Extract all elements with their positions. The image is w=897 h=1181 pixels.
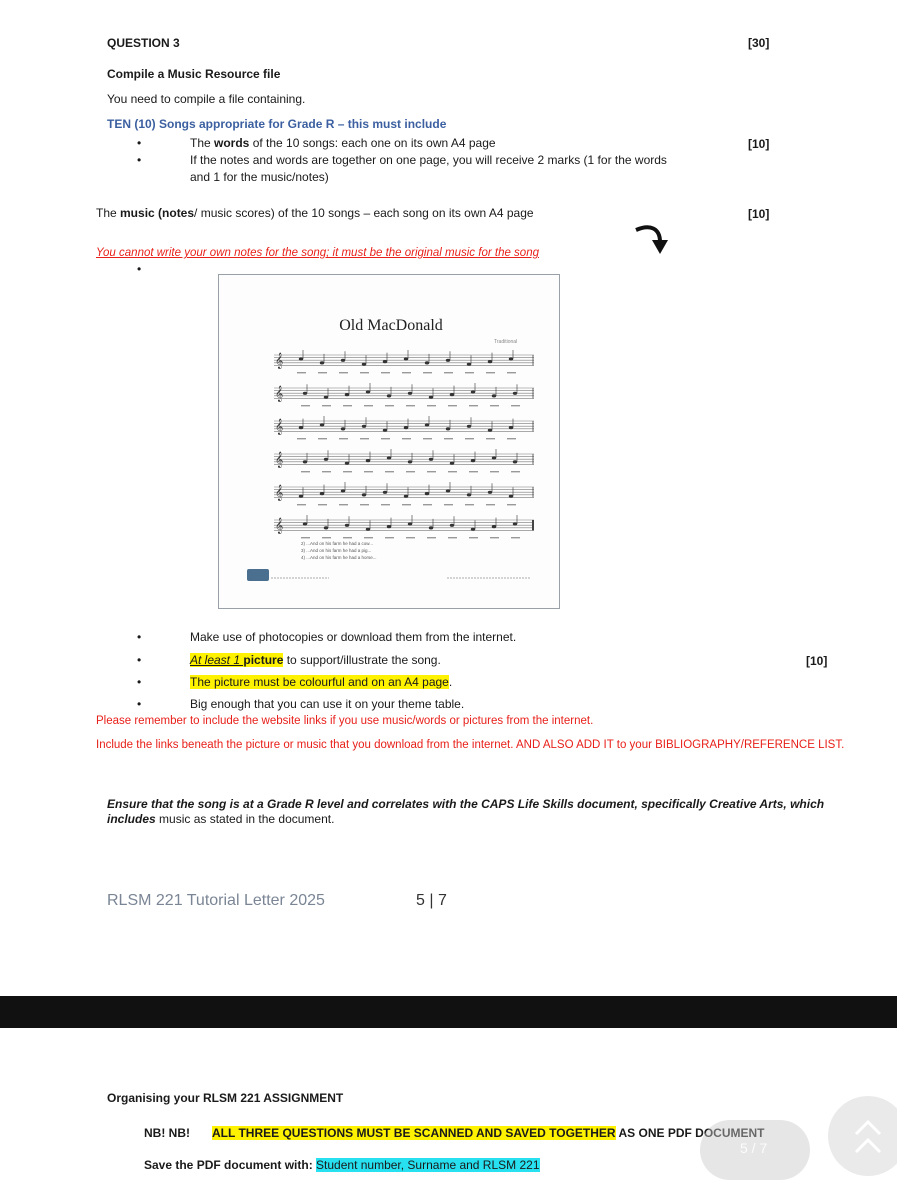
music-note — [471, 459, 475, 462]
music-note — [467, 493, 471, 496]
music-note — [446, 359, 450, 362]
music-note — [446, 427, 450, 430]
music-note — [324, 526, 328, 529]
music-note — [471, 390, 475, 393]
sheet-music-image — [218, 274, 560, 609]
lyric-syllable — [360, 504, 369, 505]
lyric-syllable — [360, 438, 369, 439]
lyric-syllable — [402, 372, 411, 373]
save-line — [144, 1158, 540, 1172]
music-note — [492, 394, 496, 397]
music-note — [362, 493, 366, 496]
original-music-note: You cannot write your own notes for the song; it must be the original music for the song — [96, 247, 539, 259]
music-note — [387, 394, 391, 397]
lyric-syllable — [406, 471, 415, 472]
music-note — [492, 525, 496, 528]
music-note — [408, 392, 412, 395]
lyric-syllable — [469, 537, 478, 538]
music-note — [387, 525, 391, 528]
music-note — [429, 396, 433, 399]
bullet: • — [137, 653, 142, 667]
music-note — [383, 429, 387, 432]
music-note — [404, 495, 408, 498]
lyric-syllable — [423, 504, 432, 505]
music-note — [509, 495, 513, 498]
music-note — [383, 491, 387, 494]
music-marks: [10] — [748, 207, 770, 221]
sheet-music-drawing — [219, 275, 559, 608]
lyric-syllable — [364, 471, 373, 472]
site-logo — [247, 569, 269, 581]
words-item-post: of the 10 songs: each one on its own A4 page — [249, 136, 496, 150]
treble-clef-icon: 𝄞 — [275, 485, 284, 501]
music-note — [488, 491, 492, 494]
music-note — [299, 426, 303, 429]
lyric-syllable — [339, 438, 348, 439]
colourful-highlight: The picture must be colourful and on an A4 page — [190, 675, 449, 689]
picture-post: to support/illustrate the song. — [283, 653, 441, 667]
music-note — [425, 361, 429, 364]
words-item — [190, 136, 496, 150]
lyric-syllable — [385, 537, 394, 538]
colourful-post: . — [448, 675, 453, 689]
music-note — [404, 426, 408, 429]
music-note — [513, 460, 517, 463]
nb-post: AS ONE PDF DOCUMENT — [615, 1126, 765, 1140]
lyric-syllable — [381, 504, 390, 505]
music-note — [513, 522, 517, 525]
lyric-syllable — [507, 372, 516, 373]
lyric-syllable — [469, 471, 478, 472]
music-note — [341, 359, 345, 362]
ensure-normal: music as stated in the document. — [155, 812, 335, 826]
at-least-link[interactable]: At least 1 — [190, 653, 244, 667]
scroll-up-button[interactable] — [828, 1096, 897, 1176]
picture-item — [190, 653, 441, 667]
lyric-syllable — [486, 438, 495, 439]
notes-words-line1: If the notes and words are together on one page, you will receive 2 marks (1 for the words — [190, 153, 667, 167]
lyric-syllable — [406, 405, 415, 406]
music-line-pre: The — [96, 206, 121, 220]
page-indicator-text: 5 / 7 — [740, 1140, 768, 1156]
music-note — [366, 459, 370, 462]
lyric-syllable — [381, 438, 390, 439]
lyric-syllable — [486, 372, 495, 373]
verse-line: 2) ...And on his farm he had a cow... — [301, 541, 374, 546]
lyric-syllable — [322, 405, 331, 406]
music-note — [492, 456, 496, 459]
photocopies-item: Make use of photocopies or download them from the internet. — [190, 630, 517, 644]
music-note — [324, 396, 328, 399]
music-note — [320, 423, 324, 426]
music-note — [404, 357, 408, 360]
lyric-syllable — [507, 438, 516, 439]
words-item-bold: words — [214, 136, 250, 150]
lyric-syllable — [301, 405, 310, 406]
music-note — [429, 526, 433, 529]
lyric-syllable — [423, 372, 432, 373]
music-note — [425, 492, 429, 495]
lyric-syllable — [297, 438, 306, 439]
music-note — [425, 423, 429, 426]
chevron-up-icon — [828, 1096, 897, 1176]
lyric-syllable — [360, 372, 369, 373]
bullet: • — [137, 675, 142, 689]
curved-arrow-icon — [632, 222, 672, 258]
bullet: • — [137, 262, 142, 276]
music-note — [345, 524, 349, 527]
music-note — [513, 392, 517, 395]
music-note — [299, 357, 303, 360]
lyric-syllable — [297, 504, 306, 505]
music-line-post: / music scores) of the 10 songs – each song on its own A4 page — [194, 206, 534, 220]
bullet: • — [137, 153, 142, 167]
music-note — [362, 425, 366, 428]
music-note — [383, 360, 387, 363]
music-note — [488, 360, 492, 363]
music-note — [387, 456, 391, 459]
treble-clef-icon: 𝄞 — [275, 452, 284, 468]
nb-line — [144, 1126, 765, 1140]
music-line — [96, 206, 534, 220]
lyric-syllable — [511, 471, 520, 472]
music-note — [450, 524, 454, 527]
lyric-syllable — [364, 405, 373, 406]
lyric-syllable — [465, 438, 474, 439]
music-note — [303, 460, 307, 463]
sheet-music-title: Old MacDonald — [339, 317, 443, 334]
music-note — [303, 522, 307, 525]
remember-links-note: Please remember to include the website links if you use music/words or pictures from the internet. — [96, 715, 594, 727]
lyric-syllable — [297, 372, 306, 373]
lyric-syllable — [444, 438, 453, 439]
lyric-syllable — [448, 405, 457, 406]
music-note — [324, 458, 328, 461]
nb-label: NB! NB! — [144, 1126, 190, 1140]
music-note — [345, 462, 349, 465]
ensure-bold-italic: Ensure that the song is at a Grade R level and correlates with the CAPS Life Skills document, specifically Creative Arts, which includes — [107, 797, 825, 826]
save-highlight: Student number, Surname and RLSM 221 — [316, 1158, 540, 1172]
lyric-syllable — [381, 372, 390, 373]
music-note — [299, 495, 303, 498]
lyric-syllable — [448, 471, 457, 472]
music-note — [471, 528, 475, 531]
lyric-syllable — [469, 405, 478, 406]
lyric-syllable — [402, 438, 411, 439]
music-note — [446, 489, 450, 492]
sheet-music-credit: Traditional — [494, 339, 518, 345]
music-note — [366, 390, 370, 393]
lyric-syllable — [322, 537, 331, 538]
lyric-syllable — [427, 537, 436, 538]
lyric-syllable — [343, 405, 352, 406]
lyric-syllable — [301, 537, 310, 538]
lyric-syllable — [465, 372, 474, 373]
music-note — [450, 462, 454, 465]
lyric-syllable — [448, 537, 457, 538]
intro-line: You need to compile a file containing. — [107, 92, 306, 106]
lyric-syllable — [406, 537, 415, 538]
picture-bold: picture — [243, 653, 284, 667]
lyric-syllable — [318, 372, 327, 373]
music-note — [303, 392, 307, 395]
bullet: • — [137, 630, 142, 644]
bullet: • — [137, 136, 142, 150]
footer-title: RLSM 221 Tutorial Letter 2025 — [107, 892, 325, 909]
music-note — [429, 458, 433, 461]
music-note — [467, 363, 471, 366]
colourful-item — [190, 675, 452, 689]
lyric-syllable — [486, 504, 495, 505]
notes-words-line2: and 1 for the music/notes) — [190, 170, 329, 184]
treble-clef-icon: 𝄞 — [275, 419, 284, 435]
music-note — [509, 426, 513, 429]
words-marks: [10] — [748, 137, 770, 151]
music-note — [341, 427, 345, 430]
lyric-syllable — [444, 504, 453, 505]
music-note — [450, 393, 454, 396]
lyric-syllable — [444, 372, 453, 373]
lyric-syllable — [339, 504, 348, 505]
music-note — [408, 460, 412, 463]
question-heading: QUESTION 3 — [107, 36, 180, 50]
lyric-syllable — [364, 537, 373, 538]
music-note — [362, 363, 366, 366]
lyric-syllable — [385, 471, 394, 472]
songs-heading: TEN (10) Songs appropriate for Grade R – this must include — [107, 117, 447, 131]
lyric-syllable — [339, 372, 348, 373]
music-note — [320, 492, 324, 495]
lyric-syllable — [427, 405, 436, 406]
music-note — [488, 429, 492, 432]
theme-table-item: Big enough that you can use it on your theme table. — [190, 697, 465, 711]
lyric-syllable — [322, 471, 331, 472]
verse-line: 3) ...And on his farm he had a pig... — [301, 548, 372, 553]
music-note — [345, 393, 349, 396]
music-line-bold: music (notes — [120, 206, 195, 220]
lyric-syllable — [465, 504, 474, 505]
words-item-pre: The — [190, 136, 215, 150]
nb-highlight: ALL THREE QUESTIONS MUST BE SCANNED AND SAVED TOGETHER — [212, 1126, 616, 1140]
music-note — [408, 522, 412, 525]
lyric-syllable — [507, 504, 516, 505]
lyric-syllable — [490, 471, 499, 472]
music-note — [341, 489, 345, 492]
lyric-syllable — [423, 438, 432, 439]
lyric-syllable — [490, 405, 499, 406]
include-links-paragraph: Include the links beneath the picture or music that you download from the internet. AND ALSO ADD IT to your BIBLIOGRAPHY/REFERENCE LIST. — [96, 739, 845, 751]
verse-line: 4) ...And on his farm he had a horse... — [301, 555, 377, 560]
music-note — [366, 528, 370, 531]
music-note — [467, 425, 471, 428]
footer-page-number: 5 | 7 — [416, 892, 447, 909]
music-note — [320, 361, 324, 364]
lyric-syllable — [343, 471, 352, 472]
lyric-syllable — [511, 405, 520, 406]
ensure-paragraph — [107, 797, 857, 827]
section-subheading: Compile a Music Resource file — [107, 67, 281, 81]
lyric-syllable — [318, 438, 327, 439]
lyric-syllable — [301, 471, 310, 472]
lyric-syllable — [318, 504, 327, 505]
lyric-syllable — [343, 537, 352, 538]
bullet: • — [137, 697, 142, 711]
save-pre: Save the PDF document with: — [144, 1158, 317, 1172]
lyric-syllable — [402, 504, 411, 505]
treble-clef-icon: 𝄞 — [275, 518, 284, 534]
treble-clef-icon: 𝄞 — [275, 386, 284, 402]
lyric-syllable — [511, 537, 520, 538]
picture-marks: [10] — [806, 654, 828, 668]
lyric-syllable — [427, 471, 436, 472]
music-note — [509, 357, 513, 360]
lyric-syllable — [385, 405, 394, 406]
music-staves — [274, 350, 534, 538]
lyric-syllable — [490, 537, 499, 538]
organising-heading: Organising your RLSM 221 ASSIGNMENT — [107, 1091, 344, 1105]
total-marks: [30] — [748, 36, 770, 50]
page-separator — [0, 996, 897, 1028]
treble-clef-icon: 𝄞 — [275, 353, 284, 369]
